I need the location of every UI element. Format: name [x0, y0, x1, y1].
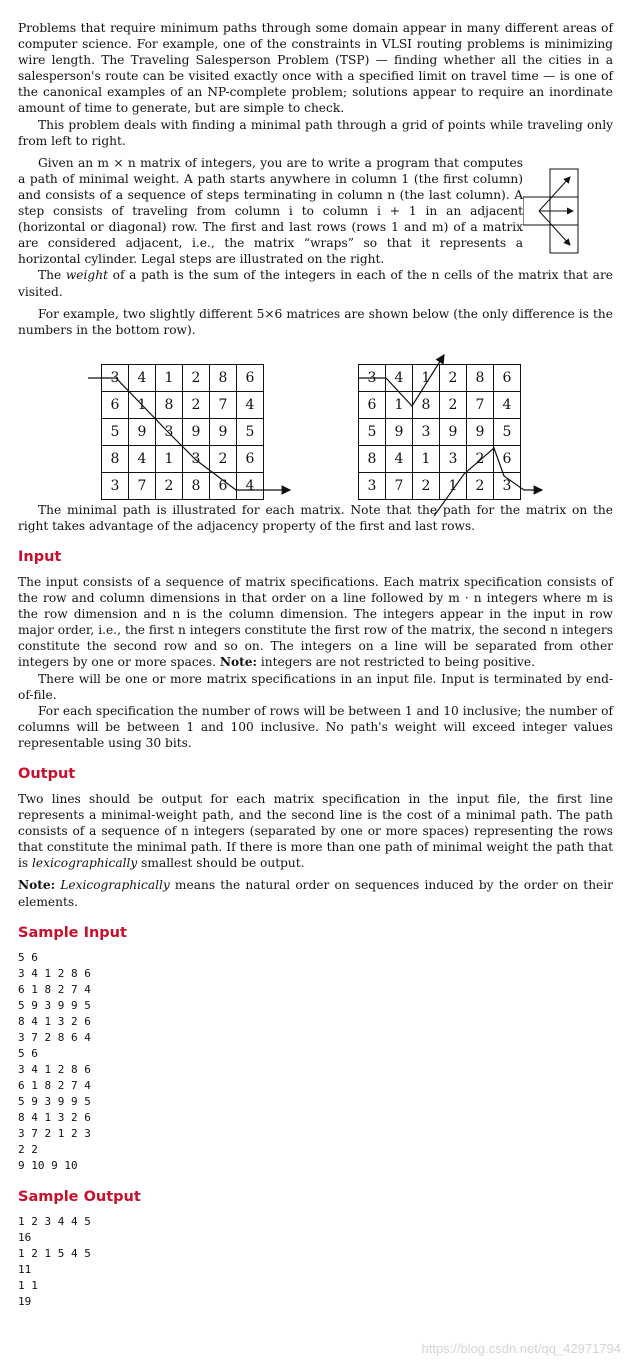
minimal-path-right-lower — [434, 448, 542, 516]
steps-section — [18, 155, 613, 268]
matrix-cell: 8 — [156, 391, 183, 418]
matrix-cell: 3 — [156, 418, 183, 445]
matrix-cell: 9 — [440, 418, 467, 445]
matrix-cell: 7 — [129, 472, 156, 499]
matrix-cell: 3 — [183, 445, 210, 472]
intro-paragraph-1: Problems that require minimum paths through some domain appear in many different areas of computer science. For example, one of the constraints in VLSI routing problems is minimizing wire length. The Traveling Salesperson Problem (TSP) — finding whether all the cities in a salesperson's route can be visited exactly once with a specified limit on travel time — is one of the canonical examples of an NP-complete problem; solutions appear to require an inordinate amount of time to generate, but are simple to check. — [18, 21, 613, 116]
matrix-cell: 3 — [413, 418, 440, 445]
path-overlay — [18, 352, 613, 527]
matrix-cell: 4 — [386, 364, 413, 391]
sample-output-block: 1 2 3 4 4 5 16 1 2 1 5 4 5 11 1 1 19 — [18, 1214, 91, 1308]
matrix-cell: 9 — [129, 418, 156, 445]
sample-input-heading: Sample Input — [18, 924, 127, 941]
output-note: Note: Lexicographically means the natural order on sequences induced by the order on their elements. — [18, 878, 613, 909]
matrix-cell: 9 — [467, 418, 494, 445]
matrix-cell: 8 — [102, 445, 129, 472]
matrix-cell: 6 — [494, 445, 521, 472]
matrix-cell: 1 — [386, 391, 413, 418]
matrix-cell: 3 — [440, 445, 467, 472]
problem-statement — [18, 20, 613, 1310]
matrix-cell: 7 — [210, 391, 237, 418]
matrix-examples — [18, 352, 613, 502]
matrix-cell: 6 — [359, 391, 386, 418]
matrix-cell: 2 — [413, 472, 440, 499]
matrix-cell: 6 — [237, 445, 264, 472]
matrix-cell: 1 — [413, 445, 440, 472]
matrix-cell: 2 — [467, 445, 494, 472]
minimal-path-left — [88, 378, 290, 490]
matrix-cell: 7 — [467, 391, 494, 418]
matrix-cell: 1 — [413, 364, 440, 391]
matrix-cell: 6 — [210, 472, 237, 499]
matrix-cell: 4 — [237, 391, 264, 418]
matrix-cell: 5 — [494, 418, 521, 445]
output-paragraph-1: Two lines should be output for each matrix specification in the input file, the first line represents a minimal-weight path, and the second line is the cost of a minimal path. The path consists of a sequence of n integers (separated by one or more spaces) representing the rows that constitute the minimal path. If there is more than one path of minimal weight the path that is lexicographically smallest should be output. — [18, 792, 613, 871]
matrix-cell: 9 — [183, 418, 210, 445]
matrix-cell: 5 — [102, 418, 129, 445]
matrix-cell: 8 — [359, 445, 386, 472]
intro-paragraph-2: This problem deals with finding a minimal path through a grid of points while traveling only from left to right. — [18, 117, 613, 148]
matrix-cell: 3 — [359, 364, 386, 391]
matrix-cell: 4 — [237, 472, 264, 499]
minimal-path-paragraph: The minimal path is illustrated for each matrix. Note that the path for the matrix on the right takes advantage of the adjacency property of the first and last rows. — [18, 502, 613, 533]
matrix-cell: 2 — [440, 364, 467, 391]
matrix-cell: 9 — [210, 418, 237, 445]
step-arrow-up — [539, 177, 570, 211]
matrix-cell: 6 — [494, 364, 521, 391]
matrix-cell: 6 — [237, 364, 264, 391]
output-heading: Output — [18, 766, 76, 782]
matrix-cell: 5 — [359, 418, 386, 445]
sample-input-block: 5 6 3 4 1 2 8 6 6 1 8 2 7 4 5 9 3 9 9 5 8 4 1 3 2 6 3 7 2 8 6 4 5 6 3 4 1 2 8 6 6 1 8 2 7 4 5 9 3 9 9 5 8 4 1 3 2 6 3 7 2 1 2 3 2 2 9 10 9 10 — [18, 950, 91, 1172]
matrix-cell: 2 — [467, 472, 494, 499]
matrix-cell: 8 — [413, 391, 440, 418]
matrix-cell: 3 — [102, 472, 129, 499]
matrix-cell: 8 — [210, 364, 237, 391]
matrix-cell: 5 — [237, 418, 264, 445]
minimal-path-right-upper — [358, 355, 444, 406]
matrix-cell: 8 — [467, 364, 494, 391]
matrix-cell: 6 — [102, 391, 129, 418]
matrix-cell: 1 — [129, 391, 156, 418]
input-heading: Input — [18, 548, 62, 565]
legal-steps-figure — [523, 155, 603, 268]
matrix-cell: 7 — [386, 472, 413, 499]
matrix-cell: 4 — [494, 391, 521, 418]
matrix-cell: 4 — [129, 445, 156, 472]
matrix-cell: 1 — [156, 445, 183, 472]
matrix-cell: 2 — [183, 391, 210, 418]
weight-paragraph: The weight of a path is the sum of the integers in each of the n cells of the matrix that are visited. — [18, 268, 613, 299]
matrix-cell: 9 — [386, 418, 413, 445]
matrix-cell: 1 — [440, 472, 467, 499]
intro-paragraph-3: Given an m × n matrix of integers, you are to write a program that computes a path of minimal weight. A path starts anywhere in column 1 (the first column) and consists of a sequence of steps terminating in column n (the last column). A step consists of traveling from column i to column i + 1 in an adjacent (horizontal or diagonal) row. The first and last rows (rows 1 and m) of a matrix are considered adjacent, i.e., the matrix “wraps” so that it represents a horizontal cylinder. Legal steps are illustrated on the right. — [18, 155, 523, 267]
input-paragraph-2: There will be one or more matrix specifications in an input file. Input is terminated by end-of-file. — [18, 671, 613, 702]
matrix-cell: 4 — [129, 364, 156, 391]
matrix-cell: 2 — [440, 391, 467, 418]
matrix-cell: 3 — [494, 472, 521, 499]
example-paragraph: For example, two slightly different 5×6 matrices are shown below (the only difference is the numbers in the bottom row). — [18, 306, 613, 337]
input-paragraph-1: The input consists of a sequence of matrix specifications. Each matrix specification consists of the row and column dimensions in that order on a line followed by m · n integers where m is the row dimension and n is the column dimension. The integers appear in the input in row major order, i.e., the first n integers constitute the first row of the matrix, the second n integers constitute the second row and so on. The integers on a line will be separated from other integers by one or more spaces. Note: integers are not restricted to being positive. — [18, 574, 613, 670]
matrix-cell: 8 — [183, 472, 210, 499]
matrix-cell: 1 — [156, 364, 183, 391]
matrix-cell: 4 — [386, 445, 413, 472]
matrix-cell: 2 — [210, 445, 237, 472]
watermark: https://blog.csdn.net/qq_42971794 — [421, 1341, 621, 1356]
legal-steps-diagram — [523, 155, 603, 255]
input-paragraph-3: For each specification the number of rows will be between 1 and 10 inclusive; the number of columns will be between 1 and 100 inclusive. No path's weight will exceed integer values representable using 30 bits. — [18, 703, 613, 750]
matrix-cell: 3 — [359, 472, 386, 499]
matrix-cell: 2 — [183, 364, 210, 391]
sample-output-heading: Sample Output — [18, 1188, 141, 1205]
step-arrow-down — [539, 211, 570, 245]
matrix-cell: 3 — [102, 364, 129, 391]
matrix-cell: 2 — [156, 472, 183, 499]
